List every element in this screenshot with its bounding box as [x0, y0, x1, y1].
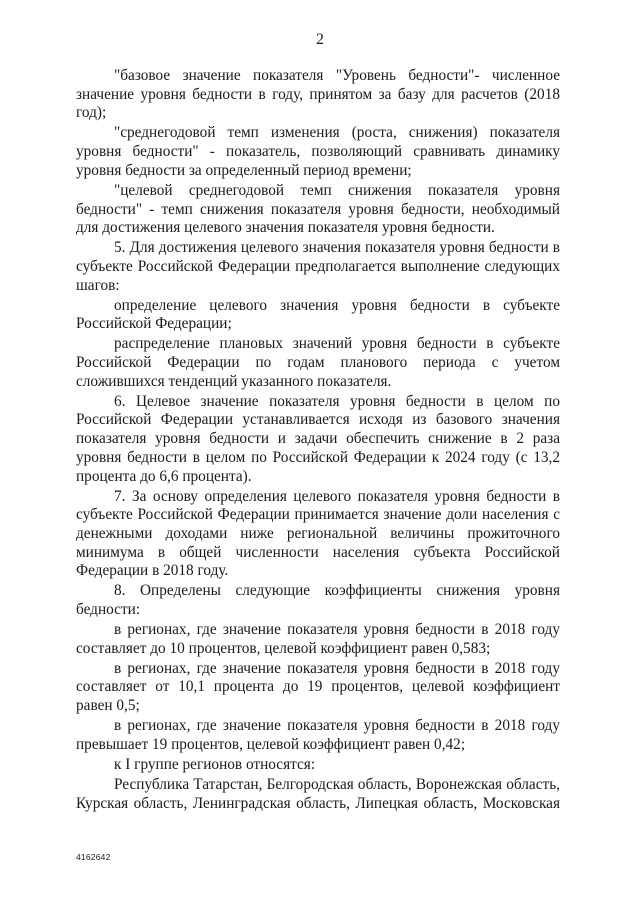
paragraph-item-6: 6. Целевое значение показателя уровня бедности в целом по Российской Федерации устанавливается исходя из базового значения показателя уровня бедности и задачи обеспечить снижение в 2 раза уровня бедности в целом по Российской Федерации к 2024 году (с 13,2 процента до 6,6 процента). [76, 392, 560, 485]
paragraph-item-8: 8. Определены следующие коэффициенты снижения уровня бедности: [76, 582, 560, 619]
paragraph-coefficient-up-to-10: в регионах, где значение показателя уровня бедности в 2018 году составляет до 10 процентов, целевой коэффициент равен 0,583; [76, 621, 560, 657]
paragraph-base-value-definition: "базовое значение показателя "Уровень бедности"- численное значение уровня бедности в году, принятом за базу для расчетов (2018 год); [76, 67, 560, 122]
paragraph-step-target-value: определение целевого значения уровня бедности в субъекте Российской Федерации; [76, 296, 560, 333]
paragraph-coefficient-10-to-19: в регионах, где значение показателя уровня бедности в 2018 году составляет от 10,1 процента до 19 процентов, целевой коэффициент равен 0,5; [76, 659, 560, 715]
paragraph-annual-rate-definition: "среднегодовой темп изменения (роста, снижения) показателя уровня бедности" - показатель, позволяющий сравнивать динамику уровня бедности за определенный период времени; [76, 124, 560, 179]
document-body [76, 67, 560, 815]
paragraph-step-planned-values: распределение плановых значений уровня бедности в субъекте Российской Федерации по годам планового периода с учетом сложившихся тенденций указанного показателя. [76, 335, 560, 390]
paragraph-item-5: 5. Для достижения целевого значения показателя уровня бедности в субъекте Российской Федерации предполагается выполнение следующих шагов: [76, 239, 560, 294]
page-number: 2 [316, 31, 324, 48]
paragraph-group-1-regions: Республика Татарстан, Белгородская область, Воронежская область, Курская область, Ленинградская область, Липецкая область, Московская [76, 775, 560, 812]
paragraph-group-1-heading: к I группе регионов относятся: [114, 755, 316, 773]
paragraph-coefficient-over-19: в регионах, где значение показателя уровня бедности в 2018 году превышает 19 процентов, целевой коэффициент равен 0,42; [76, 717, 560, 753]
paragraph-item-7: 7. За основу определения целевого показателя уровня бедности в субъекте Российской Федерации принимается значение доли населения с денежными доходами ниже региональной величины прожиточного минимума в общей численности населения субъекта Российской Федерации в 2018 году. [76, 487, 560, 580]
paragraph-target-rate-definition: "целевой среднегодовой темп снижения показателя уровня бедности" - темп снижения показателя уровня бедности, необходимый для достижения целевого значения показателя уровня бедности. [76, 181, 560, 237]
document-id: 4162642 [76, 852, 111, 862]
